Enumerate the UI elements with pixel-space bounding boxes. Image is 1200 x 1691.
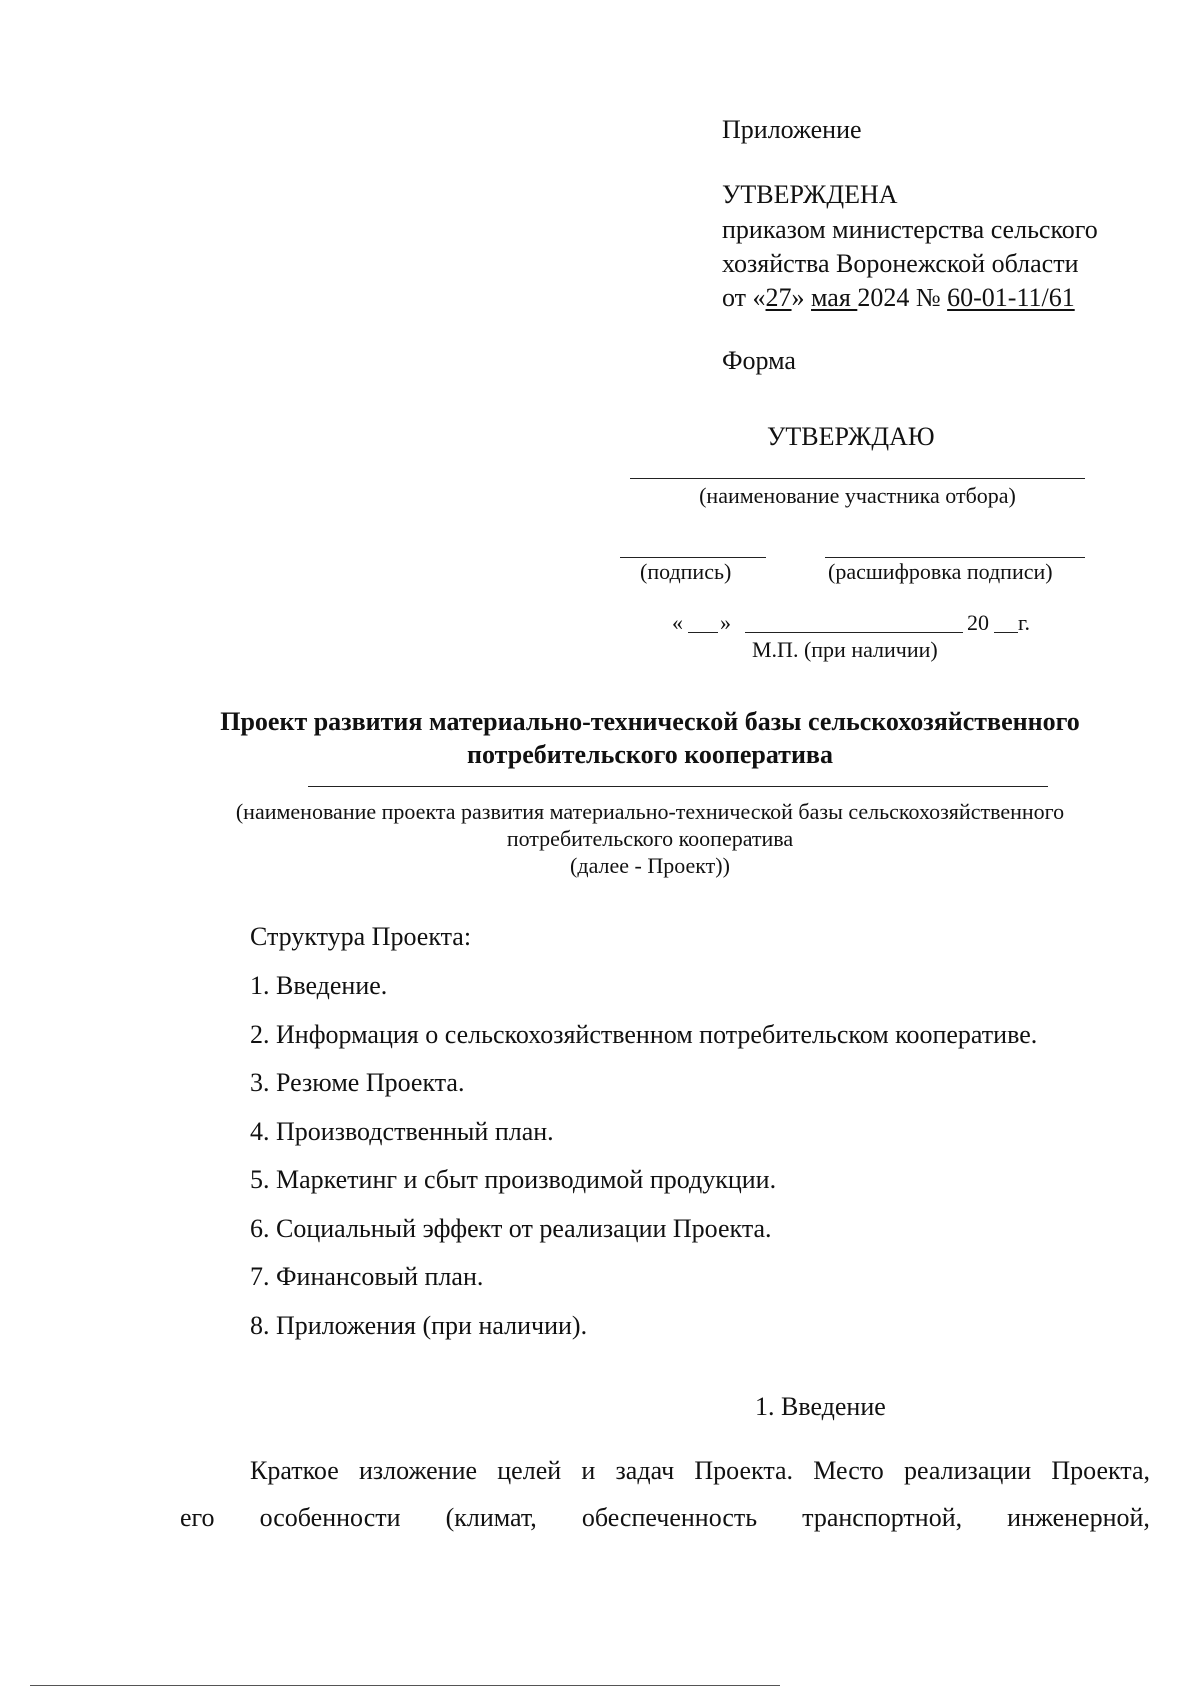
intro-word: (климат, xyxy=(445,1503,537,1532)
order-prefix: от « xyxy=(722,283,766,312)
structure-heading: Структура Проекта: xyxy=(250,922,472,951)
intro-word: его xyxy=(180,1503,215,1532)
intro-word: обеспеченность xyxy=(581,1503,758,1532)
intro-heading xyxy=(150,1391,1150,1423)
date-month-line xyxy=(745,632,963,633)
structure-item: 6. Социальный эффект от реализации Проекта. xyxy=(250,1214,772,1243)
date-day-line xyxy=(688,632,718,633)
project-caption-line-1: (наименование проекта развития материально-технической базы сельскохозяйственного xyxy=(235,799,1065,824)
date-quote-open: « xyxy=(672,610,683,635)
approve-label: УТВЕРЖДАЮ xyxy=(767,422,935,451)
intro-paragraph-line-1: Краткое изложение целей и задач Проекта. Место реализации Проекта, xyxy=(250,1456,1150,1485)
approved-label: УТВЕРЖДЕНА xyxy=(722,180,898,209)
participant-caption: (наименование участника отбора) xyxy=(699,483,1016,508)
structure-item: 5. Маркетинг и сбыт производимой продукции. xyxy=(250,1165,777,1194)
intro-word: инженерной, xyxy=(1007,1503,1150,1532)
date-year-suffix: г. xyxy=(1018,610,1031,635)
participant-name-line xyxy=(630,478,1085,479)
bottom-edge-line xyxy=(30,1685,780,1686)
structure-item: 1. Введение. xyxy=(250,971,388,1000)
date-quote-close: » xyxy=(720,610,731,635)
structure-item: 8. Приложения (при наличии). xyxy=(250,1311,588,1340)
decoding-caption: (расшифровка подписи) xyxy=(828,559,1053,584)
date-year-line xyxy=(994,632,1018,633)
structure-item: 3. Резюме Проекта. xyxy=(250,1068,465,1097)
intro-word: транспортной, xyxy=(802,1503,963,1532)
date-year-prefix: 20 xyxy=(967,610,989,635)
order-line-1: приказом министерства сельского xyxy=(722,215,1098,244)
intro-word: особенности xyxy=(259,1503,401,1532)
project-caption-line-3: (далее - Проект)) xyxy=(570,853,730,878)
order-line-2: хозяйства Воронежской области xyxy=(722,249,1079,278)
order-year-no: 2024 № xyxy=(857,283,948,312)
order-quote-close: » xyxy=(791,283,812,312)
project-caption-line-2: потребительского кооператива xyxy=(506,826,794,851)
signature-caption: (подпись) xyxy=(640,559,732,584)
order-month: мая xyxy=(811,283,858,312)
intro-heading-text: 1. Введение xyxy=(755,1392,886,1421)
project-title-line-2: потребительского кооператива xyxy=(467,740,833,769)
structure-item: 2. Информация о сельскохозяйственном потребительском кооперативе. xyxy=(250,1020,1038,1049)
annex-label: Приложение xyxy=(722,115,862,144)
structure-item: 4. Производственный план. xyxy=(250,1117,554,1146)
order-number: 60-01-11/61 xyxy=(947,283,1075,312)
structure-item: 7. Финансовый план. xyxy=(250,1262,484,1291)
intro-paragraph-line-2 xyxy=(180,1502,1150,1534)
project-title-line-1: Проект развития материально-технической базы сельскохозяйственного xyxy=(220,707,1080,736)
project-name-line xyxy=(308,786,1048,787)
order-day: 27 xyxy=(765,283,792,312)
form-label: Форма xyxy=(722,346,796,375)
seal-caption: М.П. (при наличии) xyxy=(752,637,938,662)
order-date-line xyxy=(722,282,1075,314)
